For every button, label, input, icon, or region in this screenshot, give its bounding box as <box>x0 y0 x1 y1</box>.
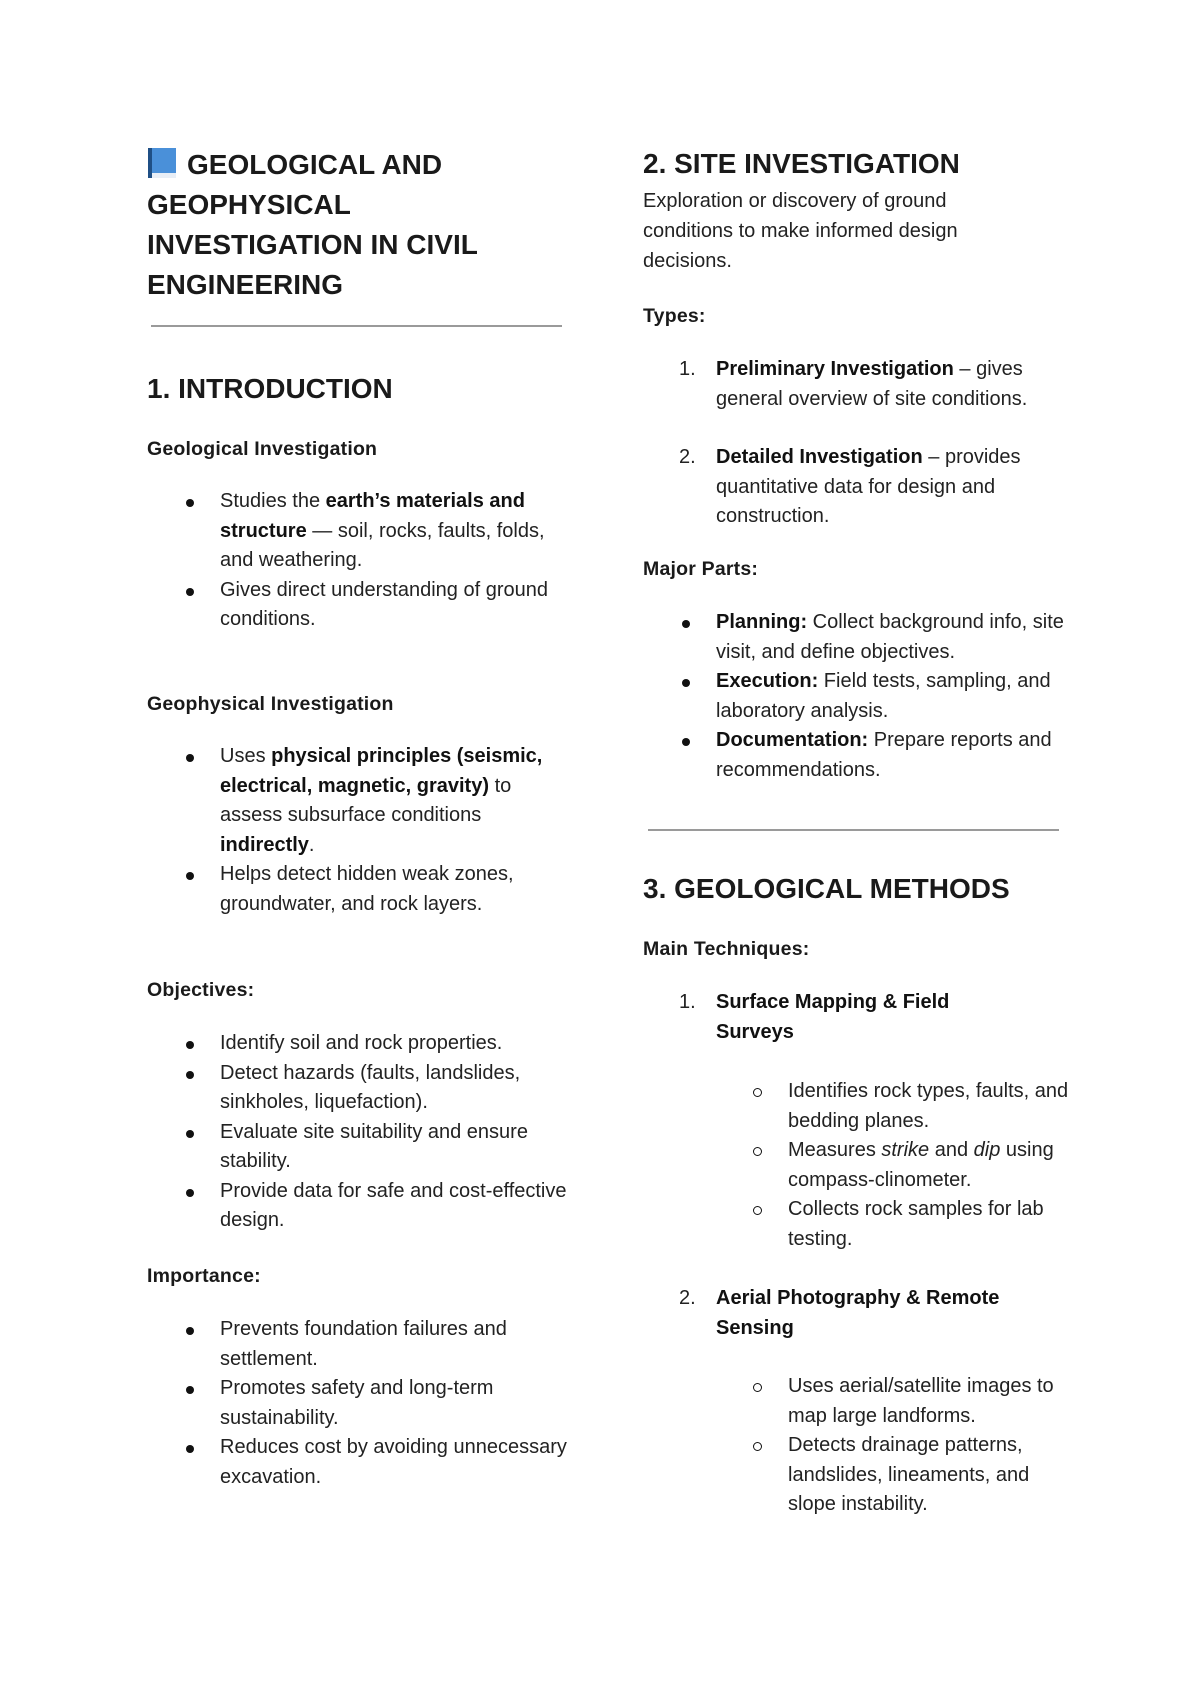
intro-heading: 1. INTRODUCTION <box>147 373 393 404</box>
document-title <box>147 145 567 305</box>
list-item: Uses physical principles (seismic, electrical, magnetic, gravity) to assess subsurface conditions indirectly. <box>147 742 567 860</box>
major-parts-heading: Major Parts: <box>643 558 759 580</box>
blue-book-icon <box>147 147 177 179</box>
methods-heading: 3. GEOLOGICAL METHODS <box>643 873 1010 904</box>
list-item: 1. Preliminary Investigation – gives general overview of site conditions. <box>679 358 1028 410</box>
list-item: Execution: Field tests, sampling, and laboratory analysis. <box>643 667 1073 726</box>
importance-list <box>147 1315 567 1492</box>
list-item: Evaluate site suitability and ensure stability. <box>147 1118 567 1177</box>
objectives-heading: Objectives: <box>147 979 255 1001</box>
list-item: 1. Surface Mapping & Field Surveys <box>679 991 950 1043</box>
surface-mapping-sublist <box>643 1077 1073 1254</box>
list-item: Reduces cost by avoiding unnecessary excavation. <box>147 1433 567 1492</box>
document-title-text: GEOLOGICAL AND GEOPHYSICAL INVESTIGATION IN CIVIL ENGINEERING <box>147 149 478 300</box>
list-item: Collects rock samples for lab testing. <box>643 1195 1073 1254</box>
list-item: Promotes safety and long-term sustainability. <box>147 1374 567 1433</box>
techniques-list-2 <box>643 1284 1073 1343</box>
list-item: Studies the earth’s materials and structure — soil, rocks, faults, folds, and weathering. <box>147 487 567 576</box>
list-item: Identify soil and rock properties. <box>147 1029 567 1059</box>
geological-heading: Geological Investigation <box>147 438 378 460</box>
geophysical-list <box>147 742 567 919</box>
list-item: Documentation: Prepare reports and recommendations. <box>643 726 1073 785</box>
techniques-heading: Main Techniques: <box>643 938 810 960</box>
aerial-photography-sublist <box>643 1372 1073 1520</box>
types-list <box>643 355 1073 532</box>
list-item: Prevents foundation failures and settlement. <box>147 1315 567 1374</box>
techniques-list <box>643 988 1073 1047</box>
site-description: Exploration or discovery of ground conditions to make informed design decisions. <box>643 190 958 272</box>
list-item: Uses aerial/satellite images to map large landforms. <box>643 1372 1073 1431</box>
list-item: Identifies rock types, faults, and bedding planes. <box>643 1077 1073 1136</box>
site-heading: 2. SITE INVESTIGATION <box>643 148 960 179</box>
major-parts-list <box>643 608 1073 785</box>
section-divider <box>648 829 1059 831</box>
list-item: Provide data for safe and cost-effective design. <box>147 1177 567 1236</box>
list-item: Detects drainage patterns, landslides, lineaments, and slope instability. <box>643 1431 1073 1520</box>
list-item: Measures strike and dip using compass-clinometer. <box>643 1136 1073 1195</box>
types-heading: Types: <box>643 305 706 327</box>
title-divider <box>151 325 562 327</box>
list-item: Detect hazards (faults, landslides, sinkholes, liquefaction). <box>147 1059 567 1118</box>
list-item: Gives direct understanding of ground conditions. <box>147 576 567 635</box>
importance-heading: Importance: <box>147 1265 261 1287</box>
list-item: 2. Detailed Investigation – provides quantitative data for design and construction. <box>679 446 1021 527</box>
list-item: Planning: Collect background info, site visit, and define objectives. <box>643 608 1073 667</box>
objectives-list <box>147 1029 567 1236</box>
geophysical-heading: Geophysical Investigation <box>147 693 394 715</box>
geological-list <box>147 487 567 635</box>
list-item: Helps detect hidden weak zones, groundwater, and rock layers. <box>147 860 567 919</box>
list-item: 2. Aerial Photography & Remote Sensing <box>679 1287 1000 1339</box>
